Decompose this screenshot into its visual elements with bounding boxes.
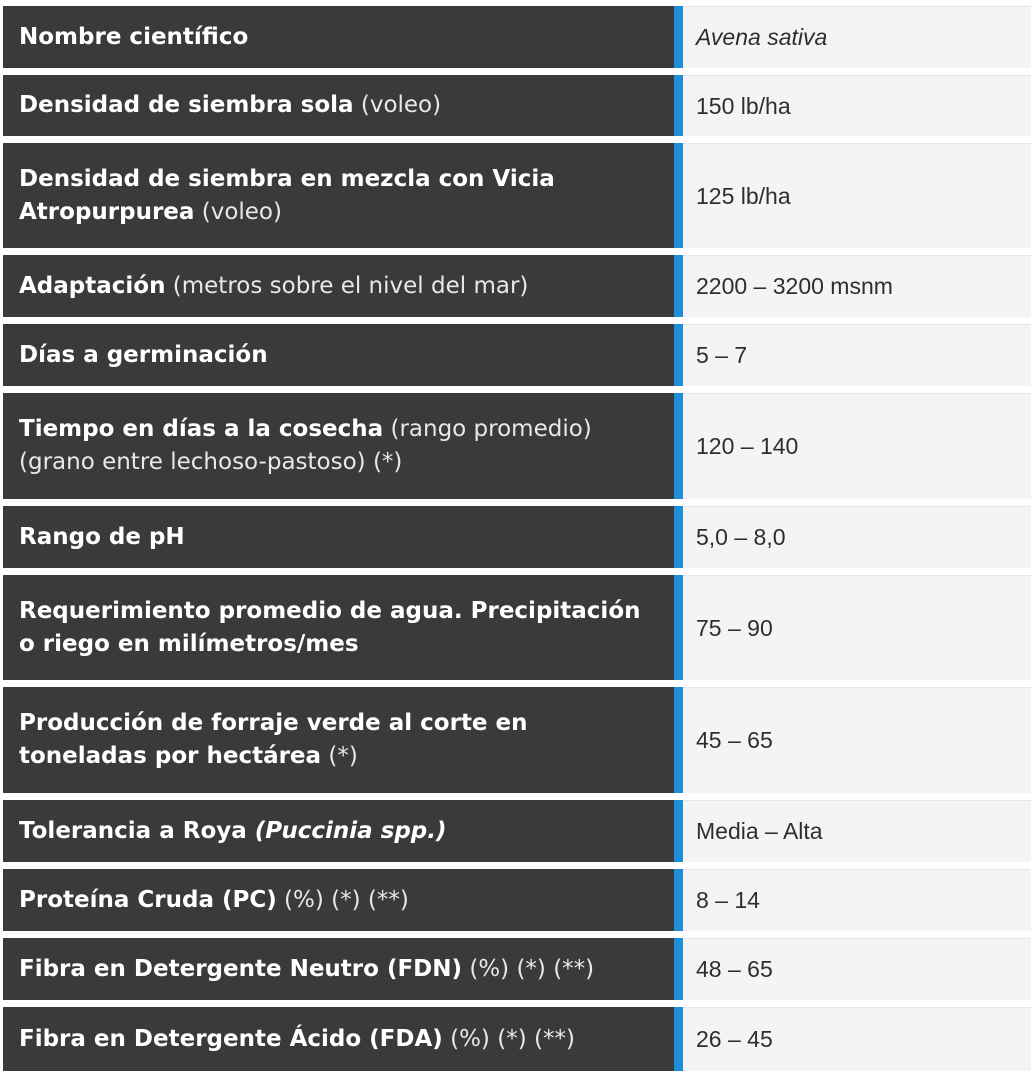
label-italic-text: (Puccinia spp.) <box>254 817 447 844</box>
table-row <box>3 869 1031 938</box>
row-label <box>3 506 674 568</box>
label-normal-text: (voleo) <box>353 92 442 118</box>
row-label <box>3 255 674 317</box>
row-accent-bar <box>674 324 683 386</box>
table-row <box>3 938 1031 1007</box>
row-value: 125 lb/ha <box>683 143 1031 248</box>
label-normal-text: (voleo) <box>194 198 282 225</box>
row-label <box>3 800 674 862</box>
label-bold-text: Producción de forraje verde al corte en toneladas por hectárea <box>19 710 528 769</box>
table-row <box>3 393 1031 506</box>
label-bold-text: Rango de pH <box>19 523 185 550</box>
label-bold-text: Nombre científico <box>19 23 249 50</box>
row-accent-bar <box>674 6 683 68</box>
row-label <box>3 75 674 136</box>
row-label <box>3 869 674 931</box>
row-accent-bar <box>674 938 683 1000</box>
row-label <box>3 6 674 68</box>
row-value: 120 – 140 <box>683 393 1031 499</box>
row-accent-bar <box>674 143 683 248</box>
table-row <box>3 255 1031 324</box>
row-accent-bar <box>674 687 683 793</box>
row-label <box>3 1007 674 1071</box>
row-accent-bar <box>674 575 683 680</box>
table-row <box>3 1007 1031 1071</box>
label-bold-text: Densidad de siembra en mezcla con Vicia Atropurpurea <box>19 165 555 225</box>
label-bold-text: Adaptación <box>19 272 166 299</box>
row-value: Avena sativa <box>683 6 1031 68</box>
label-bold-text: Tolerancia a Roya <box>19 817 255 844</box>
row-accent-bar <box>674 506 683 568</box>
label-bold-text: Fibra en Detergente Neutro (FDN) <box>19 955 463 982</box>
label-normal-text: (%) (*) (**) <box>462 955 595 982</box>
row-label <box>3 143 674 248</box>
row-value: 150 lb/ha <box>683 75 1031 136</box>
row-accent-bar <box>674 800 683 862</box>
table-row <box>3 143 1031 255</box>
row-label <box>3 324 674 386</box>
row-accent-bar <box>674 255 683 317</box>
row-value: 26 – 45 <box>683 1007 1031 1071</box>
row-accent-bar <box>674 75 683 136</box>
row-value: Media – Alta <box>683 800 1031 862</box>
row-value: 48 – 65 <box>683 938 1031 1000</box>
row-value: 2200 – 3200 msnm <box>683 255 1031 317</box>
label-normal-text: (%) (*) (**) <box>276 886 409 913</box>
specifications-table <box>3 6 1031 1071</box>
row-label <box>3 393 674 499</box>
row-label <box>3 938 674 1000</box>
row-value: 8 – 14 <box>683 869 1031 931</box>
row-label <box>3 687 674 793</box>
row-accent-bar <box>674 869 683 931</box>
table-row <box>3 75 1031 143</box>
table-row <box>3 324 1031 393</box>
label-normal-text: (metros sobre el nivel del mar) <box>165 272 529 299</box>
label-bold-text: Fibra en Detergente Ácido (FDA) <box>19 1025 443 1052</box>
row-accent-bar <box>674 1007 683 1071</box>
table-row <box>3 506 1031 575</box>
label-normal-text: (%) (*) (**) <box>442 1025 575 1052</box>
label-bold-text: Densidad de siembra sola <box>19 92 354 118</box>
table-row <box>3 800 1031 869</box>
row-value: 5,0 – 8,0 <box>683 506 1031 568</box>
label-normal-text: (rango promedio) (grano entre lechoso-pastoso) (*) <box>19 416 592 475</box>
table-row <box>3 575 1031 687</box>
row-value: 75 – 90 <box>683 575 1031 680</box>
row-accent-bar <box>674 393 683 499</box>
label-bold-text: Días a germinación <box>19 341 268 368</box>
label-normal-text: (*) <box>321 743 358 769</box>
label-bold-text: Proteína Cruda (PC) <box>19 886 277 913</box>
row-value: 5 – 7 <box>683 324 1031 386</box>
row-value: 45 – 65 <box>683 687 1031 793</box>
row-label <box>3 575 674 680</box>
table-row <box>3 687 1031 800</box>
table-row <box>3 6 1031 75</box>
label-bold-text: Tiempo en días a la cosecha <box>19 416 384 442</box>
label-bold-text: Requerimiento promedio de agua. Precipitación o riego en milímetros/mes <box>19 597 641 657</box>
